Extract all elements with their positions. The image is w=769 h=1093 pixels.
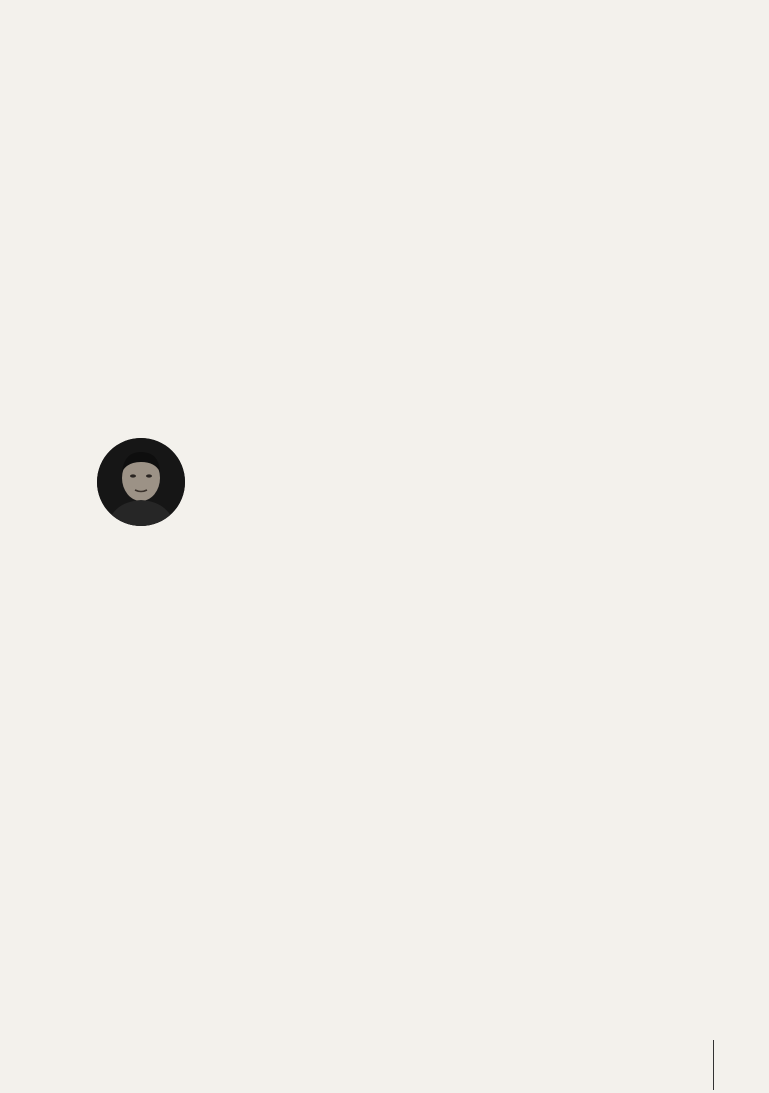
speaker-portrait-photo bbox=[97, 438, 185, 526]
page-edge-rule bbox=[713, 1040, 714, 1090]
top-text-block bbox=[55, 35, 723, 505]
bottom-text-block bbox=[55, 548, 723, 1028]
